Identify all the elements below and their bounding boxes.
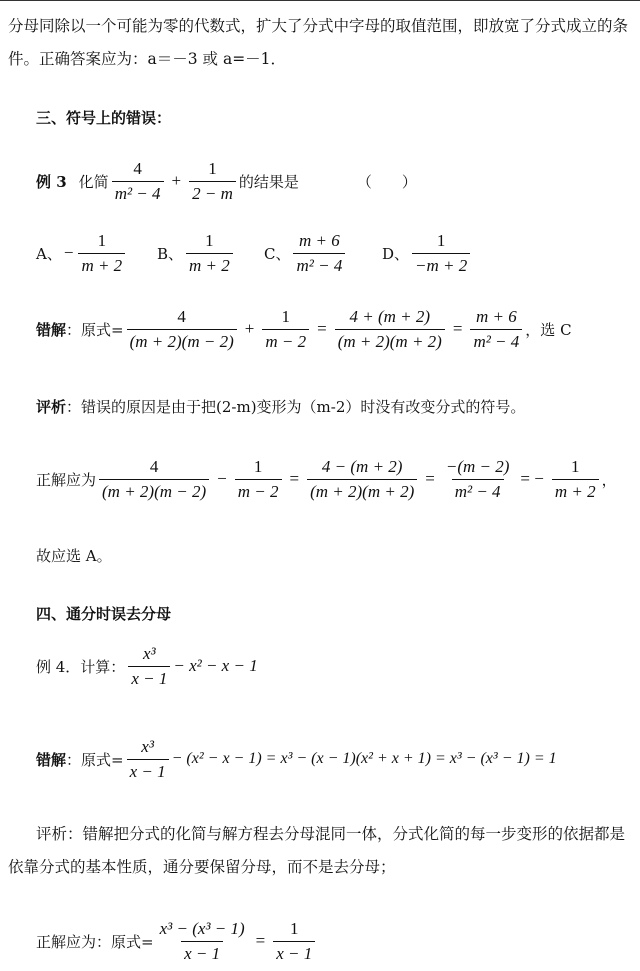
fraction: $\frac{1}{m + 2}$ — [552, 458, 599, 501]
plus-sign: + — [171, 171, 182, 191]
example-3-prompt: 化简 — [78, 172, 109, 191]
analysis-3: 评析：错误的原因是由于把(2-m)变形为（m-2）时没有改变分式的符号。 — [36, 398, 526, 416]
answer-3: 故应选 A。 — [36, 547, 112, 565]
example-4: 例 4．计算： $\frac{\text{x³}}{x - 1}$ − x² − x − 1 — [36, 644, 258, 688]
fraction: $\frac{1}{m - 2}$ — [235, 458, 282, 501]
fraction: $\frac{m + 6}{\text{m² − 4}}$ — [293, 232, 345, 275]
option-c: C、 $\frac{m + 6}{\text{m² − 4}}$ — [264, 232, 348, 275]
fraction: $\frac{4 - (m + 2)}{(m + 2)(m + 2)}$ — [307, 458, 417, 501]
fraction: $\frac{-(m - 2)}{\text{m² − 4}}$ — [445, 457, 510, 501]
analysis-4: 评析：错解把分式的化简与解方程去分母混同一体，分式化简的每一步变形的依据都是依靠分式的基本性质，通分要保留分母，而不是去分母； — [8, 825, 626, 876]
fraction: $\frac{4 + (m + 2)}{(m + 2)(m + 2)}$ — [335, 308, 445, 351]
fraction: $\frac{1}{-m + 2}$ — [412, 232, 470, 275]
correct-solution-3: 正解应为 $\frac{4}{(m + 2)(m - 2)}$ − $\frac{1}{m - 2}$ = $\frac{4 - (m + 2)}{(m + 2)(m + 2)}$ = $\frac{-(m - 2)}{\text{m² − 4}}$ = − $\frac{1}{m + 2}$ ， — [36, 457, 617, 501]
intro-paragraph: 分母同除以一个可能为零的代数式，扩大了分式中字母的取值范围，即放宽了分式成立的条件。正确答案应为：a＝－3 或 a=－1． — [8, 17, 629, 68]
fraction: $\frac{1}{m + 2}$ — [186, 232, 233, 275]
fraction: $\frac{1}{2 - m}$ — [189, 160, 236, 203]
section-4-heading: 四、通分时误去分母 — [36, 605, 172, 623]
fraction: $\frac{4}{(m + 2)(m - 2)}$ — [127, 308, 237, 351]
example-3 — [36, 160, 417, 203]
fraction: $\frac{4}{\text{m² − 4}}$ — [112, 160, 164, 203]
fraction: $\frac{1}{m - 2}$ — [262, 308, 309, 351]
fraction: $\frac{m + 6}{\text{m² − 4}}$ — [470, 308, 522, 351]
wrong-solution-4: 错解 ：原式= $\frac{\text{x³}}{x - 1}$ − (x² − x − 1) = x³ − (x − 1)(x² + x + 1) = x³ − (x³ − 1) = 1 — [36, 737, 557, 781]
fraction: $\frac{\text{x³}}{x - 1}$ — [127, 738, 169, 781]
example-3-label: 例 3 — [36, 172, 67, 191]
example-3-suffix: 的结果是 — [238, 172, 299, 191]
fraction: $\frac{\text{x³ − (x³ − 1)}}{x - 1}$ — [159, 919, 245, 963]
fraction: $\frac{\text{x³}}{x - 1}$ — [128, 645, 170, 688]
option-a: A、 − $\frac{1}{m + 2}$ — [36, 232, 128, 275]
option-b: B、 $\frac{1}{m + 2}$ — [157, 232, 236, 275]
wrong-solution-3: 错解 ：原式= $\frac{4}{(m + 2)(m - 2)}$ + $\frac{1}{m - 2}$ = $\frac{4 + (m + 2)}{(m + 2)(m + 2)}$ = $\frac{m + 6}{\text{m² − 4}}$ ，选 C — [36, 307, 572, 351]
option-d: D、 $\frac{1}{-m + 2}$ — [382, 232, 473, 275]
fraction: $\frac{4}{(m + 2)(m - 2)}$ — [99, 458, 209, 501]
fraction: $\frac{1}{x - 1}$ — [273, 920, 315, 963]
top-rule — [0, 0, 640, 1]
correct-solution-4: 正解应为：原式= $\frac{\text{x³ − (x³ − 1)}}{x - 1}$ = $\frac{1}{x - 1}$ — [36, 920, 318, 963]
fraction: $\frac{1}{m + 2}$ — [78, 232, 125, 275]
answer-paren: （ ） — [356, 172, 417, 191]
section-3-heading: 三、符号上的错误： — [36, 109, 172, 127]
